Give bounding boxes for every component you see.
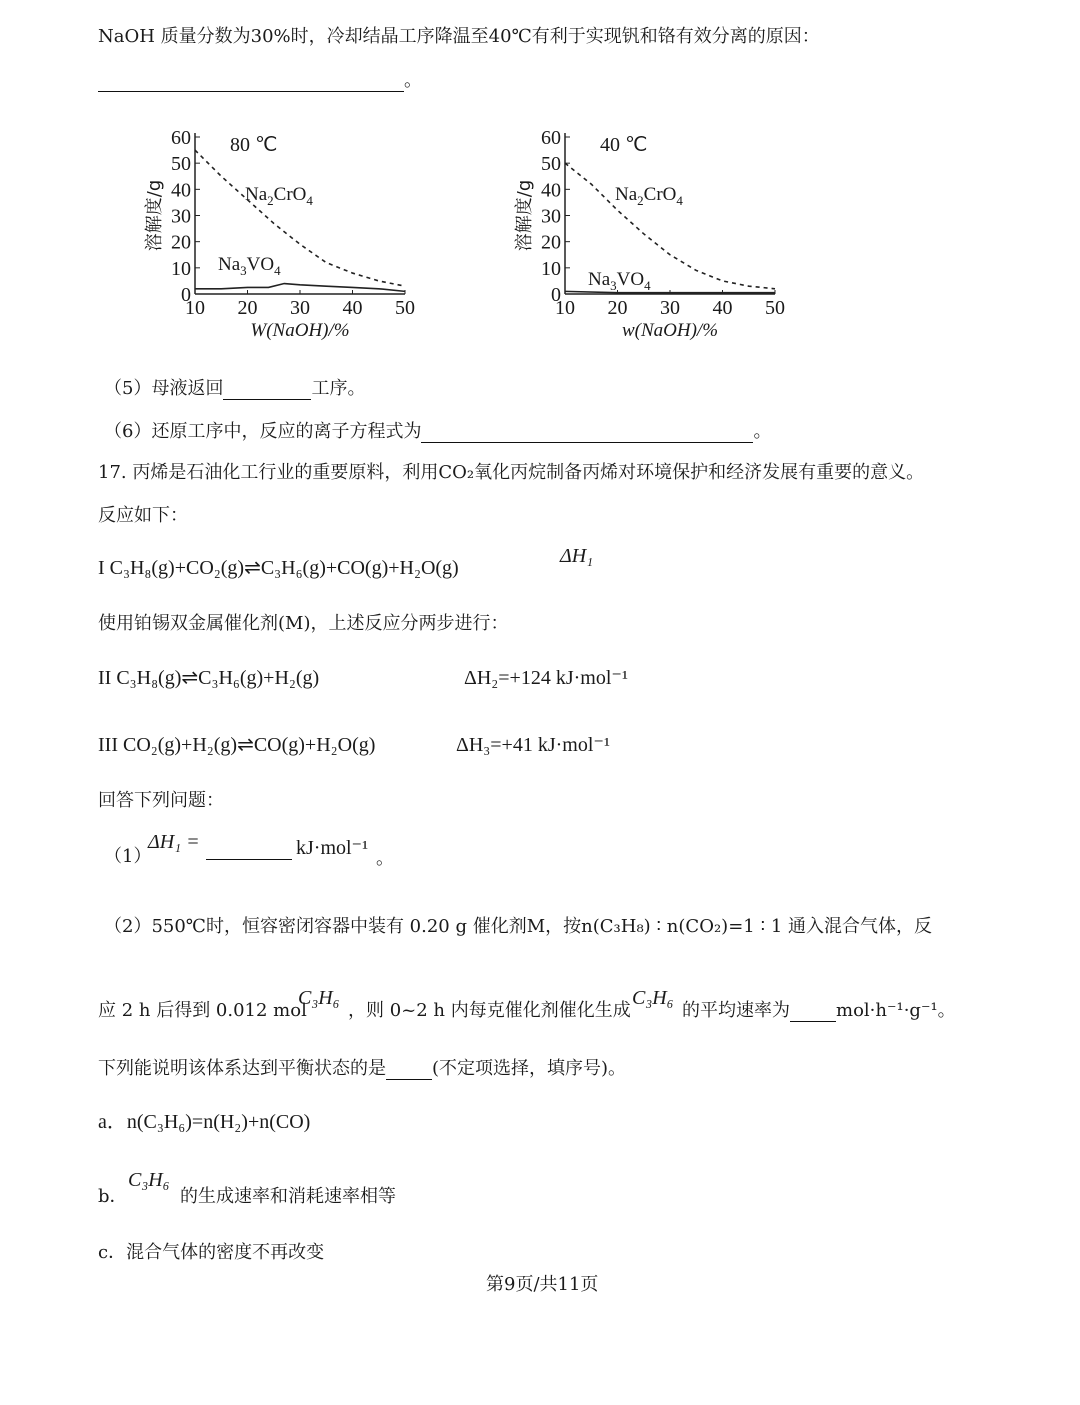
x-tick-label: 20 [237,297,258,319]
question-17-1-answer [206,838,292,860]
question-17-2-line2c: 的平均速率为 mol·h⁻¹·g⁻¹。 [682,1000,956,1021]
y-axis-label: 溶解度/g [144,179,165,252]
x-tick-label: 50 [395,297,415,319]
option-b-c3h6: C₃H₆ [128,1169,170,1191]
y-axis-label: 溶解度/g [514,179,535,252]
x-tick-label: 30 [290,297,310,319]
answer-blank-q6[interactable] [421,423,753,443]
reaction-iii-enthalpy: ΔH₃=+41 kJ·mol⁻¹ [456,734,610,756]
x-axis-label: w(NaOH)/% [621,320,719,341]
reaction-ii-enthalpy: ΔH₂=+124 kJ·mol⁻¹ [464,667,628,689]
series-label-na2cro4: $Na_2CrO_4$ [615,184,683,208]
question-17-1-label: （1） [104,846,152,867]
y-tick-label: 30 [541,205,561,228]
option-b-text: 的生成速率和消耗速率相等 [180,1186,396,1207]
y-tick-label: 50 [541,153,561,176]
chart-title: 40 ℃ [600,134,648,156]
question-6: （6）还原工序中，反应的离子方程式为 。 [104,421,772,442]
answer-blank-17-2-choice[interactable] [386,1060,432,1080]
y-tick-label: 60 [171,127,191,149]
option-c: c．混合气体的密度不再改变 [98,1242,325,1263]
reaction-heading: 反应如下： [98,505,188,526]
reaction-ii: II C₃H₈(g)⇌C₃H₆(g)+H₂(g) [98,667,320,689]
question-17-2-c3h6-a: C₃H₆ [298,987,340,1009]
x-axis-label: W(NaOH)/% [250,320,350,341]
y-tick-label: 0 [551,284,561,306]
catalyst-text: 使用铂锡双金属催化剂(M)，上述反应分两步进行： [98,613,509,634]
x-tick-label: 10 [555,297,575,319]
answer-blank-line: 。 [98,70,422,92]
question-17-1-dh: ΔH₁ = [148,831,200,853]
y-tick-label: 20 [171,231,191,254]
question-text-line: NaOH 质量分数为30%时，冷却结晶工序降温至40℃有利于实现钒和铬有效分离的原因： [98,26,820,47]
reaction-i-enthalpy: ΔH₁ [560,545,594,567]
y-tick-label: 10 [541,257,561,280]
y-tick-label: 50 [171,153,191,176]
question-17-intro: 17. 丙烯是石油化工行业的重要原料，利用CO₂氧化丙烷制备丙烯对环境保护和经济发展有重要的意义。 [98,462,925,483]
x-tick-label: 50 [765,297,785,319]
question-17-1-unit: kJ·mol⁻¹ [296,837,369,859]
y-tick-label: 40 [171,179,191,202]
x-tick-label: 10 [185,297,205,319]
x-tick-label: 40 [712,297,733,319]
y-tick-label: 20 [541,231,561,254]
reaction-i: I C₃H₈(g)+CO₂(g)⇌C₃H₆(g)+CO(g)+H₂O(g) [98,557,459,579]
answer-blank-17-1[interactable] [206,840,292,860]
answer-blank[interactable] [98,72,404,92]
chart-title: 80 ℃ [230,134,278,156]
page-footer: 第9页/共11页 [486,1274,599,1295]
y-tick-label: 40 [541,179,561,202]
series-label-na2cro4: $Na_2CrO_4$ [245,184,313,208]
solubility-chart-80c [130,118,450,353]
question-17-2-line2b: ，则 0~2 h 内每克催化剂催化生成 [348,1000,631,1021]
series-label-na3vo4: $Na_3VO_4$ [588,269,651,293]
answer-blank-q5[interactable] [223,380,311,400]
question-17-1-end: 。 [376,848,394,869]
answer-heading: 回答下列问题： [98,790,224,811]
x-tick-label: 20 [607,297,628,319]
question-17-2-line3: 下列能说明该体系达到平衡状态的是 (不定项选择，填序号)。 [98,1058,627,1079]
y-tick-label: 0 [181,284,191,306]
y-tick-label: 30 [171,205,191,228]
y-tick-label: 60 [541,127,561,149]
x-tick-label: 40 [342,297,363,319]
series-label-na3vo4: $Na_3VO_4$ [218,254,281,278]
answer-blank-17-2-rate[interactable] [790,1002,836,1022]
question-17-2-line2a: 应 2 h 后得到 0.012 mol [98,1000,307,1021]
x-tick-label: 30 [660,297,680,319]
solubility-chart-40c [500,118,820,353]
y-tick-label: 10 [171,257,191,280]
option-a: a．n(C₃H₆)=n(H₂)+n(CO) [98,1111,311,1133]
question-17-2-c3h6-b: C₃H₆ [632,987,674,1009]
option-b-label: b． [98,1186,128,1207]
question-5: （5）母液返回 工序。 [104,378,366,399]
reaction-iii: III CO₂(g)+H₂(g)⇌CO(g)+H₂O(g) [98,734,376,756]
question-17-2-line1: （2）550℃时，恒容密闭容器中装有 0.20 g 催化剂M，按n(C₃H₈) ∶ n(CO₂)=1 ∶ 1 通入混合气体，反 [104,916,933,937]
